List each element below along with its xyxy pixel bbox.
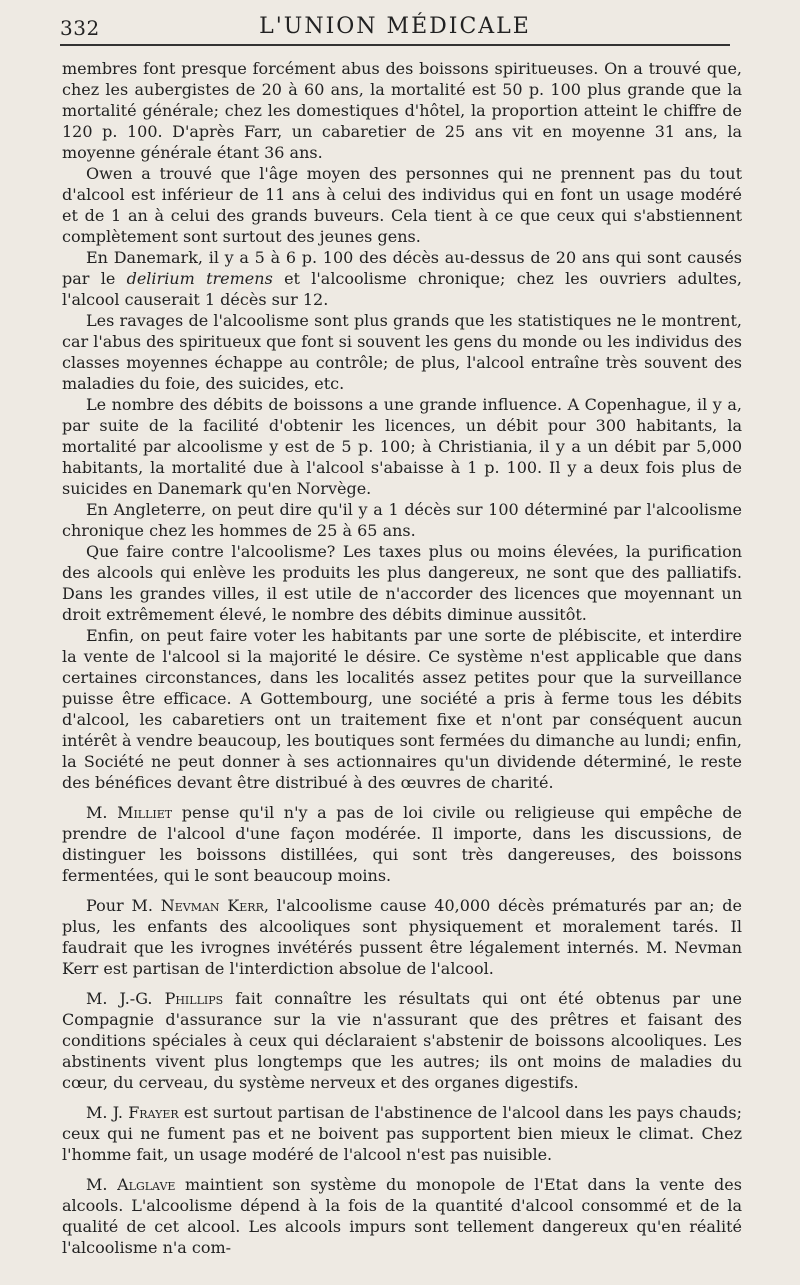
paragraph-alglave: M. Alglave maintient son système du monopole de l'Etat dans la vente des alcools. L'alcoolisme dépend à la fois de la quantité d'alcool consommé et de la qualité de cet alcool. Les alcools impurs sont tellement dangereux qu'en réalité l'alcoolisme n'a com- xyxy=(62,1175,742,1257)
speaker-name: M. J.-G. Phillips xyxy=(86,989,224,1008)
paragraph-milliet: M. Milliet pense qu'il n'y a pas de loi civile ou religieuse qui empêche de prendre de l'alcool d'une façon modérée. Il importe, dans les discussions, de distinguer les boissons distillées, qui sont très dangereuses, des boissons fermentées, qui le sont beaucoup moins. xyxy=(62,803,742,885)
paragraph-frayer: M. J. Frayer est surtout partisan de l'abstinence de l'alcool dans les pays chauds; ceux qui ne fument pas et ne boivent pas supportent bien mieux le climat. Chez l'homme fait, un usage modéré de l'alcool n'est pas nuisible. xyxy=(62,1103,743,1164)
paragraph-angleterre: En Angleterre, on peut dire qu'il y a 1 décès sur 100 déterminé par l'alcoolisme chronique chez les hommes de 25 à 65 ans. xyxy=(62,500,742,540)
paragraph-nevman-kerr: Pour M. Nevman Kerr, l'alcoolisme cause 40,000 décès prématurés par an; de plus, les enfants des alcooliques sont physiquement et moralement tarés. Il faudrait que les ivrognes invétérés pussent être légalement internés. M. Nevman Kerr est partisan de l'interdiction absolue de l'alcool. xyxy=(62,896,742,978)
speaker-name: M. J. Frayer xyxy=(86,1103,179,1122)
paragraph-ravages: Les ravages de l'alcoolisme sont plus grands que les statistiques ne le montrent, car l'abus des spiritueux que font si souvent les gens du monde ou les individus des classes moyennes échappe au contrôle; de plus, l'alcool entraîne très souvent des maladies du foie, des suicides, etc. xyxy=(62,311,742,393)
paragraph-phillips: M. J.-G. Phillips fait connaître les résultats qui ont été obtenus par une Compagnie d'assurance sur la vie n'assurant que des prêtres et faisant des conditions spéciales à ceux qui déclaraient s'abstenir de boissons alcooliques. Les abstinents vivent plus longtemps que les autres; ils ont moins de maladies du cœur, du cerveau, du système nerveux et des organes digestifs. xyxy=(62,989,742,1092)
journal-title: L'UNION MÉDICALE xyxy=(259,14,531,39)
paragraph-debits: Le nombre des débits de boissons a une grande influence. A Copenhague, il y a, par suite de la facilité d'obtenir les licences, un débit pour 300 habitants, la mortalité par alcoolisme y est de 5 p. 100; à Christiania, il y a un débit par 5,000 habitants, la mortalité due à l'alcool s'abaisse à 1 p. 100. Il y a deux fois plus de suicides en Danemark qu'en Norvège. xyxy=(62,395,742,498)
article-body xyxy=(62,58,742,1258)
speaker-name: M. Milliet xyxy=(86,803,173,822)
header-rule xyxy=(60,44,730,46)
speaker-name: M. Alglave xyxy=(86,1175,176,1194)
speaker-name: Nevman Kerr xyxy=(160,896,264,915)
paragraph-owen: Owen a trouvé que l'âge moyen des personnes qui ne prennent pas du tout d'alcool est inférieur de 11 ans à celui des individus qui en font un usage modéré et de 1 an à celui des grands buveurs. Cela tient à ce que ceux qui s'abstiennent complètement sont surtout des jeunes gens. xyxy=(62,164,742,246)
running-header xyxy=(60,10,730,42)
paragraph-plebiscite: Enfin, on peut faire voter les habitants par une sorte de plébiscite, et interdire la vente de l'alcool si la majorité le désire. Ce système n'est applicable que dans certaines circonstances, dans les localités assez petites pour que la surveillance puisse être efficace. A Gottembourg, une société a pris à ferme tous les débits d'alcool, les cabaretiers ont un traitement fixe et n'ont par conséquent aucun intérêt à vendre beaucoup, les boutiques sont fermées du dimanche au lundi; enfin, la Société ne peut donner à ses actionnaires qu'un dividende déterminé, le reste des bénéfices devant être distribué à des œuvres de charité. xyxy=(62,626,742,792)
page-number: 332 xyxy=(60,16,100,40)
paragraph-tavern-mortality: membres font presque forcément abus des boissons spiritueuses. On a trouvé que, chez les aubergistes de 20 à 60 ans, la mortalité est 50 p. 100 plus grande que la mortalité générale; chez les domestiques d'hôtel, la proportion atteint le chiffre de 120 p. 100. D'après Farr, un cabaretier de 25 ans vit en moyenne 31 ans, la moyenne générale étant 36 ans. xyxy=(62,59,742,162)
paragraph-danemark: En Danemark, il y a 5 à 6 p. 100 des décès au-dessus de 20 ans qui sont causés par le delirium tremens et l'alcoolisme chronique; chez les ouvriers adultes, l'alcool causerait 1 décès sur 12. xyxy=(62,248,742,309)
delirium-tremens-term: delirium tremens xyxy=(126,269,273,288)
paragraph-que-faire: Que faire contre l'alcoolisme? Les taxes plus ou moins élevées, la purification des alcools qui enlève les produits les plus dangereux, ne sont que des palliatifs. Dans les grandes villes, il est utile de n'accorder des licences que moyennant un droit extrêmement élevé, le nombre des débits diminue aussitôt. xyxy=(62,542,742,624)
